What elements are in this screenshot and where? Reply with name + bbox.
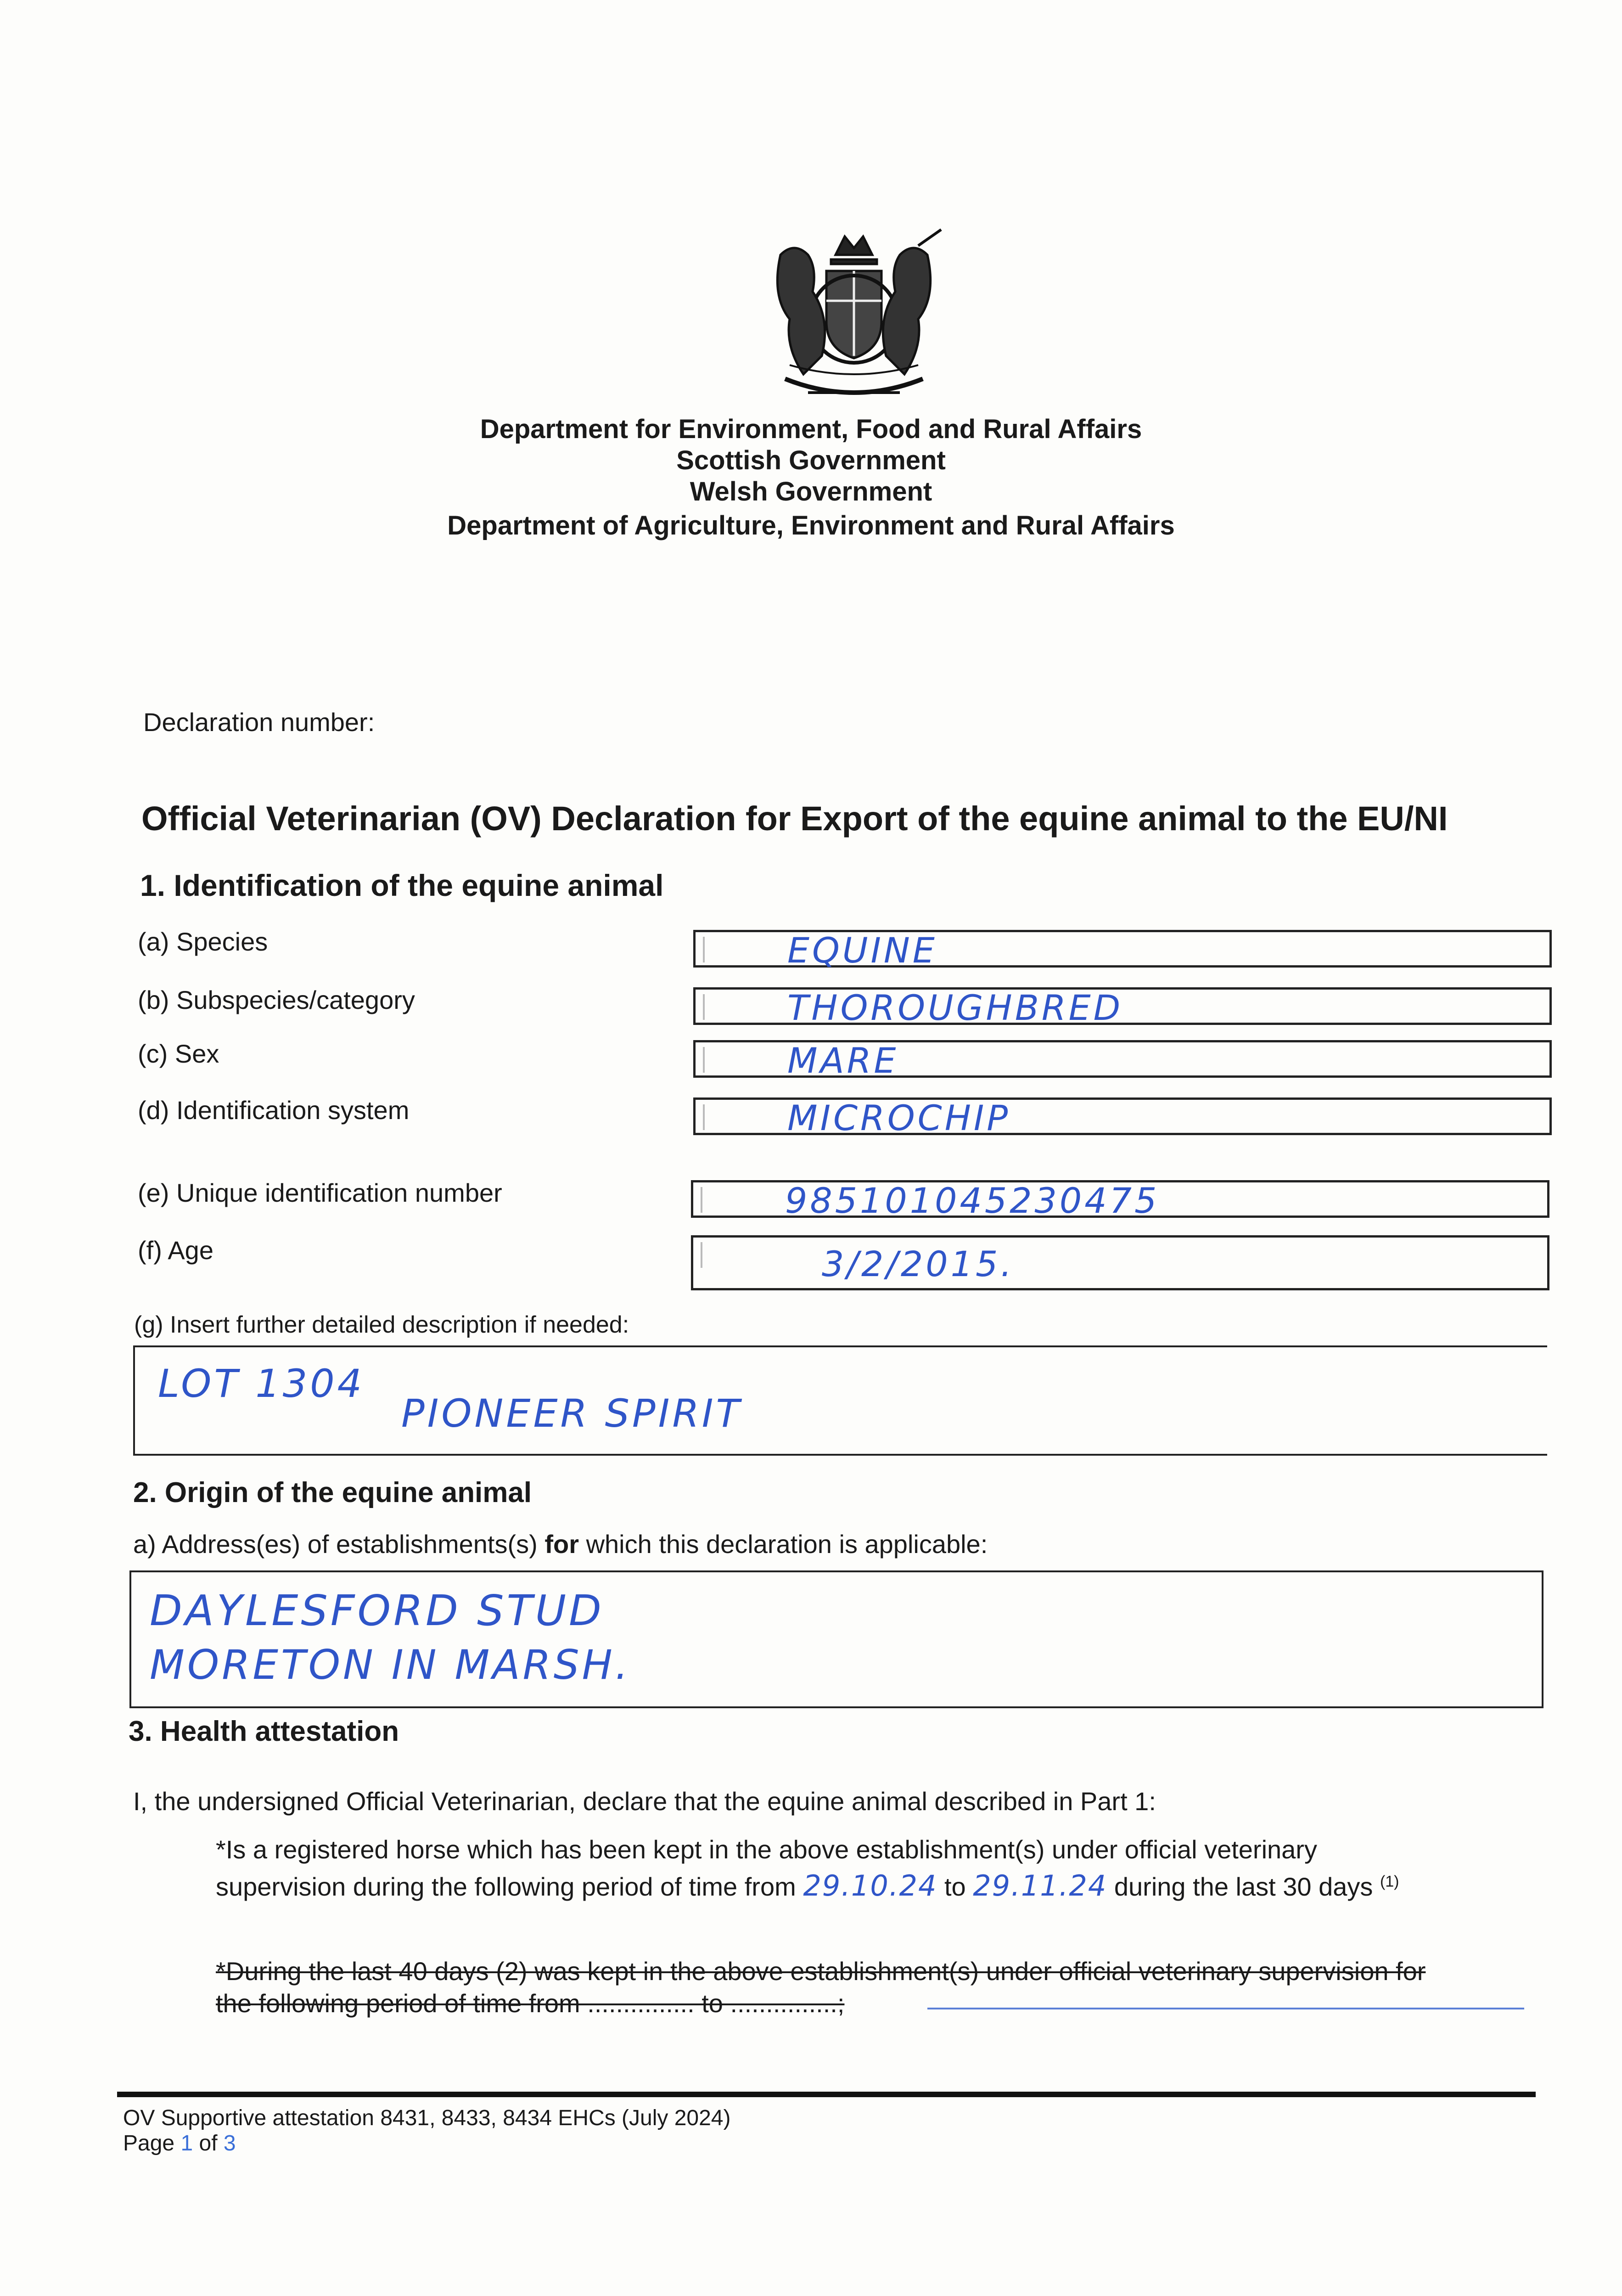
address-line-1: DAYLESFORD STUD — [150, 1586, 604, 1635]
footnote-1-marker: (1) — [1380, 1873, 1399, 1891]
species-field[interactable] — [693, 930, 1552, 971]
clause2-line2-struck: the following period of time from ............... to ...............; — [216, 1989, 845, 2018]
section2-heading: 2. Origin of the equine animal — [133, 1477, 532, 1508]
page-of-label: of — [199, 2131, 218, 2155]
clause2-line1-struck: *During the last 40 days (2) was kept in the above establishment(s) under official veterinary supervision for — [216, 1957, 1426, 1986]
page-label: Page — [123, 2131, 175, 2155]
clause1-line2 — [216, 1869, 1399, 1902]
identification-system-field[interactable] — [693, 1097, 1552, 1138]
horse-name-value: PIONEER SPIRIT — [401, 1391, 742, 1436]
sex-label: (c) Sex — [138, 1039, 219, 1068]
age-label: (f) Age — [138, 1236, 213, 1265]
page-total: 3 — [223, 2131, 236, 2155]
clause1-text-a: supervision during the following period of time from — [216, 1872, 796, 1901]
agency-welsh-government: Welsh Government — [690, 477, 932, 506]
unique-id-value: 985101045230475 — [785, 1180, 1160, 1221]
attestation-intro: I, the undersigned Official Veterinarian, declare that the equine animal described in Part 1: — [133, 1787, 1156, 1816]
subspecies-value: THOROUGHBRED — [787, 987, 1123, 1028]
agency-scottish-government: Scottish Government — [676, 445, 946, 475]
period-from-value[interactable]: 29.10.24 — [803, 1869, 937, 1902]
declaration-number-label: Declaration number: — [143, 708, 375, 737]
unique-id-label: (e) Unique identification number — [138, 1178, 502, 1207]
page-current: 1 — [180, 2131, 193, 2155]
subspecies-label: (b) Subspecies/category — [138, 985, 415, 1014]
species-value: EQUINE — [787, 930, 937, 971]
description-field[interactable] — [133, 1345, 1547, 1456]
period-to-value[interactable]: 29.11.24 — [973, 1869, 1107, 1902]
agency-defra: Department for Environment, Food and Rural Affairs — [480, 414, 1142, 444]
clause1-line1: *Is a registered horse which has been kept in the above establishment(s) under official veterinary — [216, 1835, 1317, 1864]
subspecies-field[interactable] — [693, 987, 1552, 1028]
identification-system-label: (d) Identification system — [138, 1096, 410, 1125]
section3-heading: 3. Health attestation — [129, 1716, 399, 1747]
species-label: (a) Species — [138, 927, 268, 956]
address-line-2: MORETON IN MARSH. — [150, 1641, 631, 1688]
page-title: Official Veterinarian (OV) Declaration for Export of the equine animal to the EU/NI — [141, 799, 1448, 838]
footer-reference: OV Supportive attestation 8431, 8433, 8434 EHCs (July 2024) — [123, 2106, 731, 2130]
sex-field[interactable] — [693, 1040, 1552, 1081]
age-field[interactable] — [691, 1235, 1549, 1290]
address-label-part-c: which this declaration is applicable: — [586, 1530, 988, 1559]
identification-system-value: MICROCHIP — [787, 1097, 1011, 1138]
address-label — [133, 1529, 988, 1559]
unique-id-field[interactable] — [691, 1180, 1549, 1221]
clause1-text-b: during the last 30 days — [1114, 1872, 1373, 1901]
description-label: (g) Insert further detailed description if needed: — [134, 1311, 629, 1338]
royal-coat-of-arms-icon — [753, 227, 955, 406]
section1-heading: 1. Identification of the equine animal — [140, 868, 664, 902]
sex-value: MARE — [787, 1040, 899, 1081]
agency-daera: Department of Agriculture, Environment and Rural Affairs — [447, 511, 1175, 540]
page-number — [123, 2131, 236, 2156]
address-label-for: for — [544, 1530, 579, 1559]
strike-through-line — [927, 2008, 1524, 2009]
lot-number-value: LOT 1304 — [158, 1361, 365, 1406]
address-label-part-a: a) Address(es) of establishments(s) — [133, 1530, 538, 1559]
address-field[interactable] — [129, 1570, 1543, 1708]
footer-rule — [117, 2092, 1536, 2097]
age-value: 3/2/2015. — [822, 1244, 1015, 1284]
clause1-to-label: to — [944, 1872, 966, 1901]
